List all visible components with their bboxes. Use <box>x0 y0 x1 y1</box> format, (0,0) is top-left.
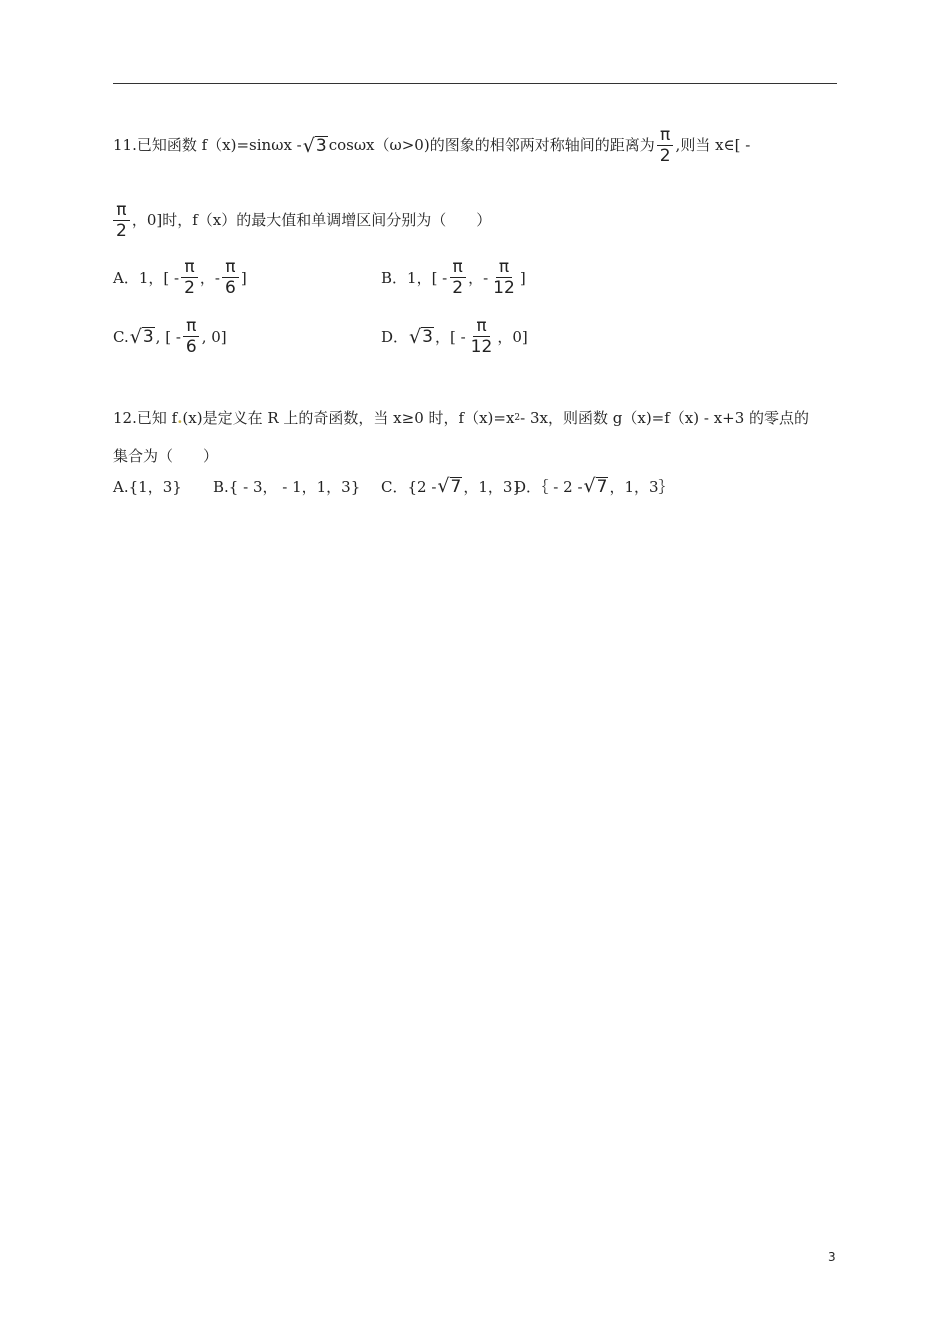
page-number: 3 <box>828 1250 836 1264</box>
q12-option-d: D．｛ - 2 - √ 7 ，1，3｝ <box>514 475 674 498</box>
fraction-pi-over-2: $\frac{\pi}{2}$ <box>657 126 674 166</box>
q11-option-a: A．1，[ - $\frac{\pi}{2}$ ，- $\frac{\pi}{6}$ ] <box>113 257 247 299</box>
sqrt-7: √ 7 <box>583 475 608 498</box>
q12-option-b: B.{ - 3， - 1，1，3} <box>213 478 361 496</box>
sqrt-3: √ 3 <box>409 325 433 348</box>
q11-text-c: ,则当 x∈[ - <box>675 136 751 155</box>
exponent: 2 <box>514 413 521 423</box>
q11-text-b: cosωx（ω>0)的图象的相邻两对称轴间的距离为 <box>328 136 655 155</box>
fraction-pi-over-2: $\frac{\pi}{2}$ <box>113 201 130 241</box>
q11-text-a: 11.已知函数 f（x)=sinωx - <box>113 136 302 155</box>
fraction-pi-over-2: $\frac{\pi}{2}$ <box>181 258 198 298</box>
q12-option-c: C．{2 - √ 7 ，1，3} <box>381 475 522 498</box>
stray-dot: . <box>177 409 183 427</box>
q11-line2 <box>113 201 491 241</box>
header-rule <box>113 83 837 84</box>
fraction-pi-over-6: $\frac{\pi}{6}$ <box>222 258 239 298</box>
q11-text-line2: ，0]时，f（x）的最大值和单调增区间分别为（ ） <box>131 211 492 230</box>
sqrt-3: √ 3 <box>129 325 154 348</box>
q11-option-c: C. √ 3 , [ - $\frac{\pi}{6}$ , 0] <box>113 316 227 358</box>
fraction-pi-over-12: $\frac{\pi}{12}$ <box>470 316 493 358</box>
q12-line2: 集合为（ ） <box>113 447 219 465</box>
q12-line1: 12.已知 f . (x)是定义在 R 上的奇函数，当 x≥0 时，f（x)=x 2 - 3x，则函数 g（x)=f（x) - x+3 的零点的 <box>113 409 810 427</box>
fraction-pi-over-2: $\frac{\pi}{2}$ <box>449 258 466 298</box>
fraction-pi-over-6: $\frac{\pi}{6}$ <box>183 317 200 357</box>
q11-option-d: D． √ 3 ，[ - $\frac{\pi}{12}$ ，0] <box>381 316 528 358</box>
sqrt-7: √ 7 <box>437 475 462 498</box>
sqrt-3: √ 3 <box>302 134 327 157</box>
fraction-pi-over-12: $\frac{\pi}{12}$ <box>493 257 515 299</box>
q11-line1 <box>113 126 750 166</box>
q12-option-a: A.{1，3} <box>113 478 182 496</box>
q11-option-b: B．1，[ - $\frac{\pi}{2}$ ，- $\frac{\pi}{12}$ ] <box>381 257 526 299</box>
